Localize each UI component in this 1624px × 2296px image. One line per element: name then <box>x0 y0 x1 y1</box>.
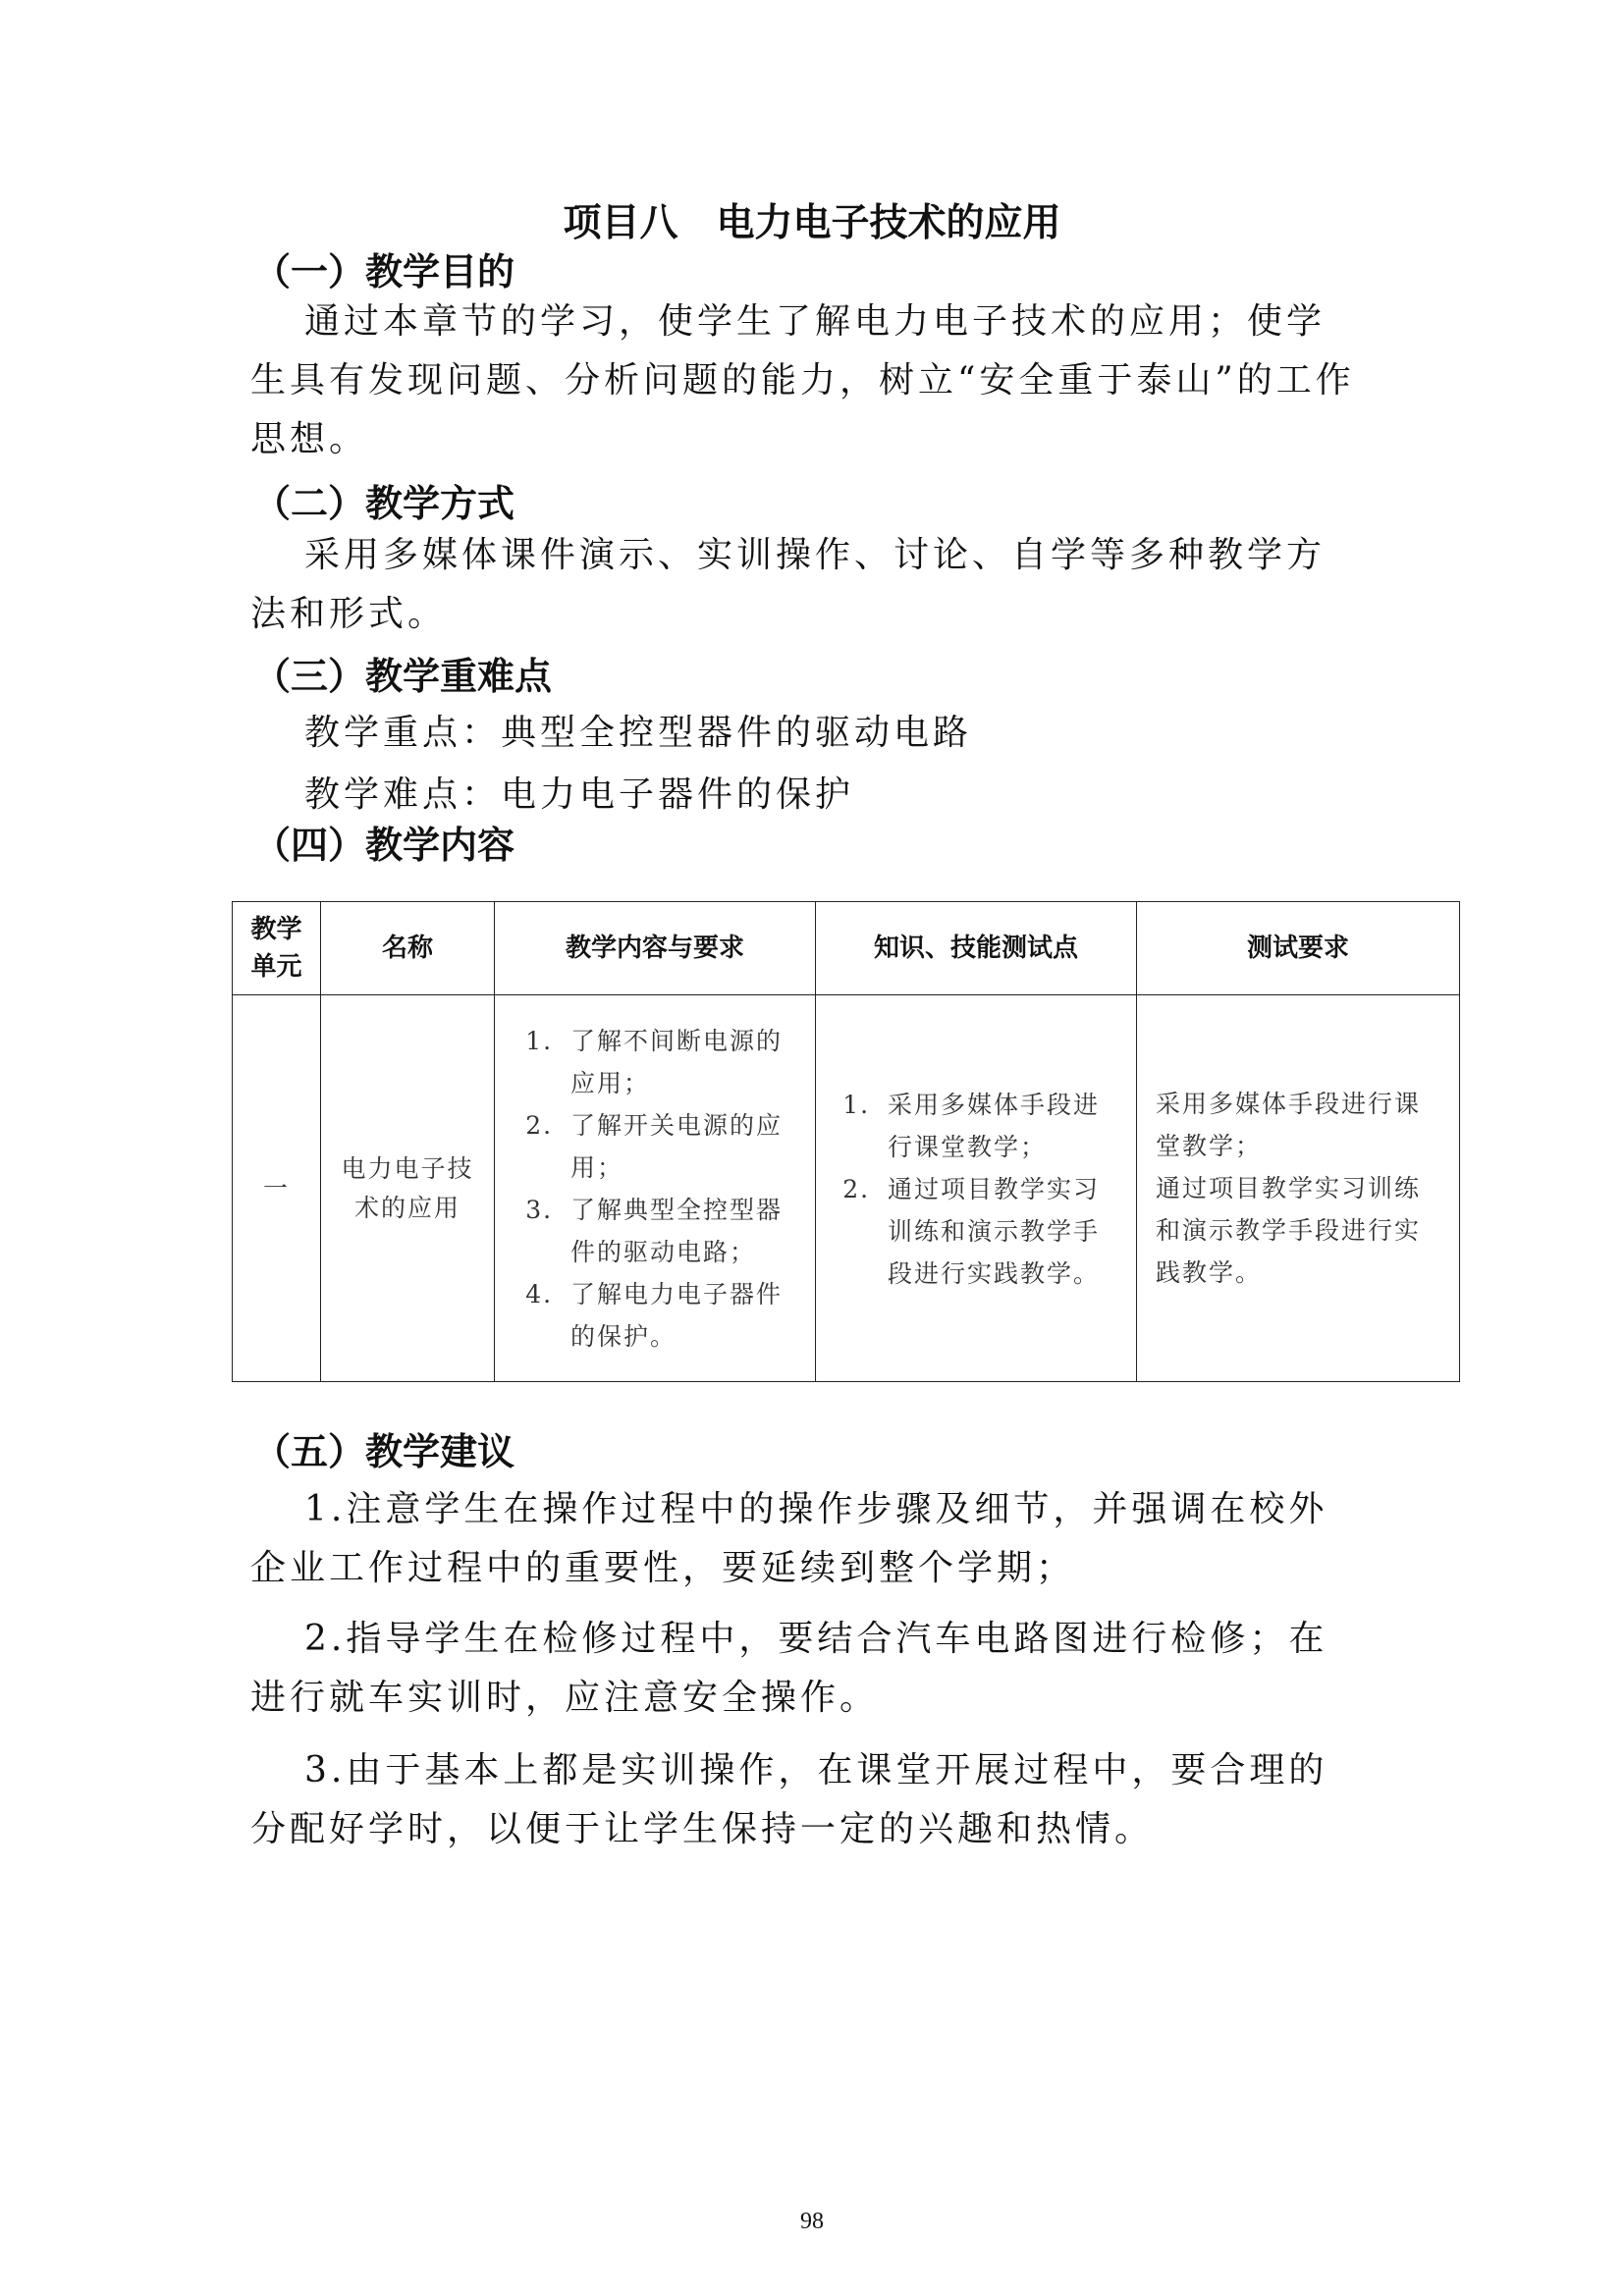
list-item: 2. 通过项目教学实习训练和演示教学手段进行实践教学。 <box>880 1168 1121 1295</box>
section-heading-content: （四）教学内容 <box>253 824 515 867</box>
requirement-line: 采用多媒体手段进行课堂教学； <box>1156 1090 1422 1160</box>
header-unit <box>233 902 321 995</box>
cell-name <box>321 995 495 1382</box>
table-header-row <box>233 902 1460 995</box>
requirements-text <box>1138 1083 1458 1294</box>
suggestion-item: 1.注意学生在操作过程中的操作步骤及细节，并强调在校外企业工作过程中的重要性，要延续到整个学期； <box>250 1489 1328 1588</box>
header-test-points: 知识、技能测试点 <box>816 902 1137 995</box>
section-heading-suggestions: （五）教学建议 <box>253 1430 515 1473</box>
teaching-difficulty: 教学难点：电力电子器件的保护 <box>304 774 855 815</box>
header-name: 名称 <box>321 902 495 995</box>
suggestion-item: 2.指导学生在检修过程中，要结合汽车电路图进行检修；在进行就车实训时，应注意安全操作。 <box>250 1619 1328 1718</box>
content-table <box>232 901 1460 1382</box>
page-number: 98 <box>800 2209 824 2234</box>
list-item: 2. 了解开关电源的应用； <box>563 1104 800 1189</box>
cell-content <box>495 995 816 1382</box>
list-item: 4. 了解电力电子器件的保护。 <box>563 1273 800 1358</box>
objectives-paragraph: 通过本章节的学习，使学生了解电力电子技术的应用；使学生具有发现问题、分析问题的能力，树立“安全重于泰山”的工作思想。 <box>250 301 1355 459</box>
section-heading-key-points: （三）教学重难点 <box>253 655 553 698</box>
methods-paragraph: 采用多媒体课件演示、实训操作、讨论、自学等多种教学方法和形式。 <box>250 535 1326 634</box>
header-unit-label: 教学单元 <box>250 915 302 982</box>
list-item: 1. 了解不间断电源的应用； <box>563 1020 800 1104</box>
list-item: 1. 采用多媒体手段进行课堂教学； <box>880 1084 1121 1168</box>
cell-name-text: 电力电子技术的应用 <box>341 1153 474 1222</box>
header-requirements: 测试要求 <box>1137 902 1460 995</box>
table-row <box>233 995 1460 1382</box>
requirement-line: 通过项目教学实习训练和演示教学手段进行实践教学。 <box>1156 1174 1422 1287</box>
list-item: 3. 了解典型全控型器件的驱动电路； <box>563 1189 800 1273</box>
suggestion-item: 3.由于基本上都是实训操作，在课堂开展过程中，要合理的分配好学时，以便于让学生保持一定的兴趣和热情。 <box>250 1750 1328 1849</box>
content-list <box>496 1020 814 1358</box>
page-title: 项目八 电力电子技术的应用 <box>563 201 1061 245</box>
cell-test-points <box>816 995 1137 1382</box>
test-points-list <box>817 1084 1135 1295</box>
section-heading-methods: （二）教学方式 <box>253 482 515 525</box>
teaching-focus: 教学重点：典型全控型器件的驱动电路 <box>304 713 973 753</box>
header-content: 教学内容与要求 <box>495 902 816 995</box>
cell-requirements <box>1137 995 1460 1382</box>
cell-unit: 一 <box>233 995 321 1382</box>
section-heading-objectives: （一）教学目的 <box>253 250 515 294</box>
